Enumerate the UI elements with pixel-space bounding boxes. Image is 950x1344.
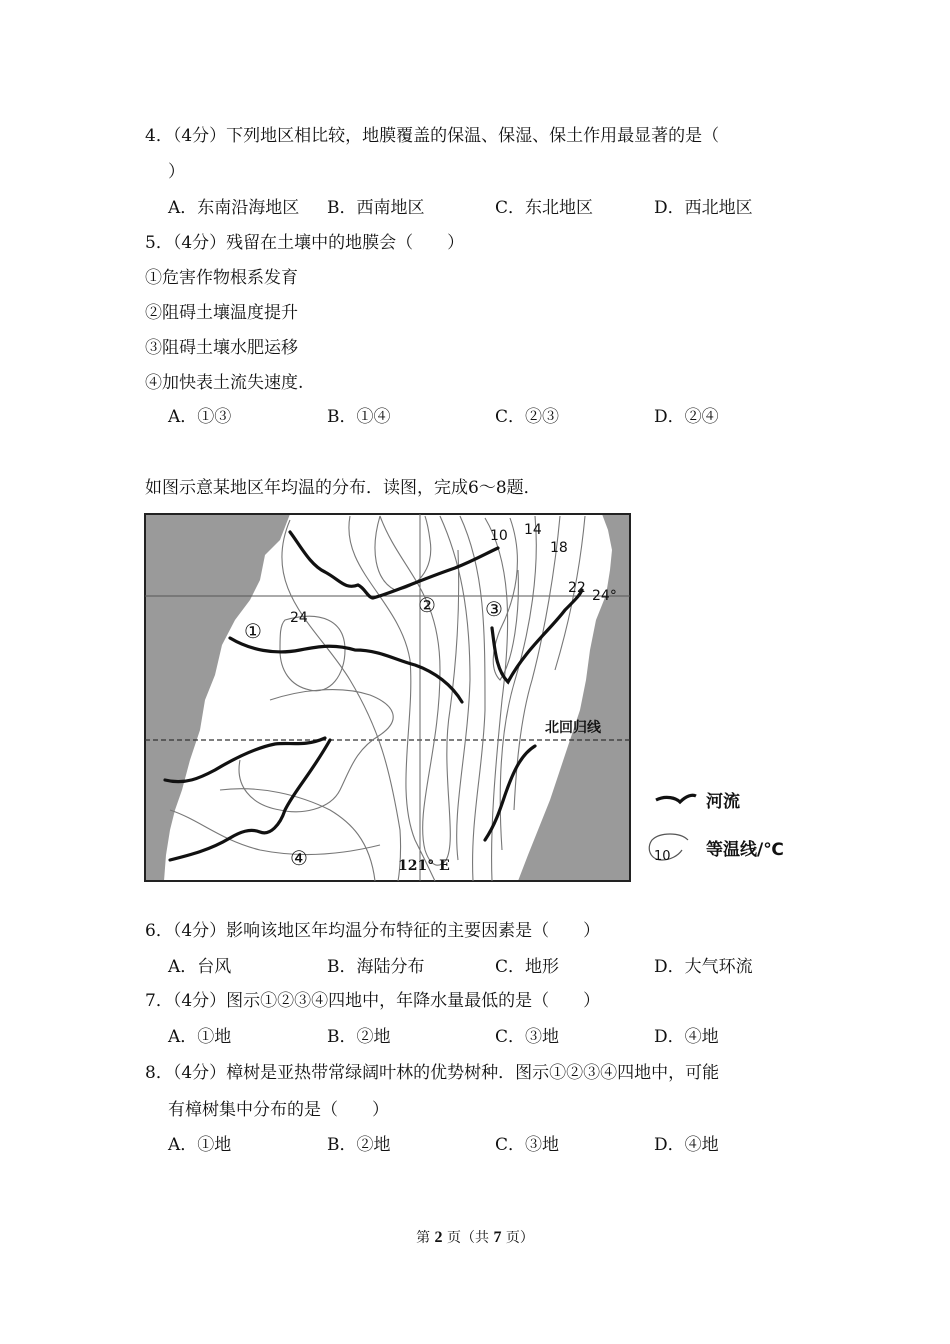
q7-stem: 7．（4分）图示①②③④四地中，年降水量最低的是（ ） [145,991,601,1011]
isotherm-label-22: 22 [568,580,586,596]
q6-option-a: A．台风 [168,957,232,977]
isotherm-label-10: 10 [490,528,508,544]
q6-option-c: C．地形 [495,957,560,977]
q8-stem-line2: 有樟树集中分布的是（ ） [168,1100,389,1120]
q4-option-c: C．东北地区 [495,198,594,218]
site-4-label: ④ [290,846,308,870]
footer-page-number: 2 [434,1229,443,1246]
q7-option-b: B．②地 [327,1027,391,1047]
q8-option-b: B．②地 [327,1135,391,1155]
footer-total-pages: 7 [493,1229,502,1246]
q5-item-2: ②阻碍土壤温度提升 [145,303,298,323]
q6-option-b: B．海陆分布 [327,957,425,977]
temperature-map [140,510,810,886]
isotherm-label-14: 14 [524,522,542,538]
isotherm-label-24: 24 [290,610,308,626]
q4-stem-line1: 4．（4分）下列地区相比较，地膜覆盖的保温、保湿、保土作用最显著的是（ [145,126,720,146]
site-1-label: ① [244,619,262,643]
q7-option-a: A．①地 [168,1027,232,1047]
legend-river-icon [656,795,696,802]
q7-option-c: C．③地 [495,1027,560,1047]
footer-middle: 页（共 [447,1230,489,1246]
q5-item-3: ③阻碍土壤水肥运移 [145,338,298,358]
q4-option-b: B．西南地区 [327,198,425,218]
q7-option-d: D．④地 [654,1027,719,1047]
q5-option-b: B．①④ [327,407,391,427]
tropic-label: 北回归线 [545,720,601,736]
isotherm-label-24-east: 24° [592,588,617,604]
legend-isotherm-label: 等温线/℃ [706,840,784,860]
q8-option-a: A．①地 [168,1135,232,1155]
q8-option-c: C．③地 [495,1135,560,1155]
q5-option-c: C．②③ [495,407,560,427]
legend-isotherm-value: 10 [654,849,671,864]
q5-option-d: D．②④ [654,407,719,427]
q4-stem-line2: ） [168,162,185,182]
isotherm-label-18: 18 [550,540,568,556]
page-footer [0,1228,950,1248]
q4-option-d: D．西北地区 [654,198,753,218]
figure-intro: 如图示意某地区年均温的分布．读图，完成6～8题． [145,478,541,498]
site-3-label: ③ [485,597,503,621]
q5-option-a: A．①③ [168,407,232,427]
q8-option-d: D．④地 [654,1135,719,1155]
q4-option-a: A．东南沿海地区 [168,198,300,218]
footer-suffix: 页） [505,1230,534,1246]
q6-stem: 6．（4分）影响该地区年均温分布特征的主要因素是（ ） [145,921,601,941]
footer-prefix: 第 [416,1230,431,1246]
q8-stem-line1: 8．（4分）樟树是亚热带常绿阔叶林的优势树种．图示①②③④四地中，可能 [145,1063,720,1083]
q5-stem: 5．（4分）残留在土壤中的地膜会（ ） [145,233,465,253]
q6-option-d: D．大气环流 [654,957,753,977]
legend-river-label: 河流 [706,792,740,812]
q5-item-4: ④加快表土流失速度. [145,373,304,393]
longitude-label: 121° E [398,858,450,874]
q5-item-1: ①危害作物根系发育 [145,268,298,288]
site-2-label: ② [418,593,436,617]
